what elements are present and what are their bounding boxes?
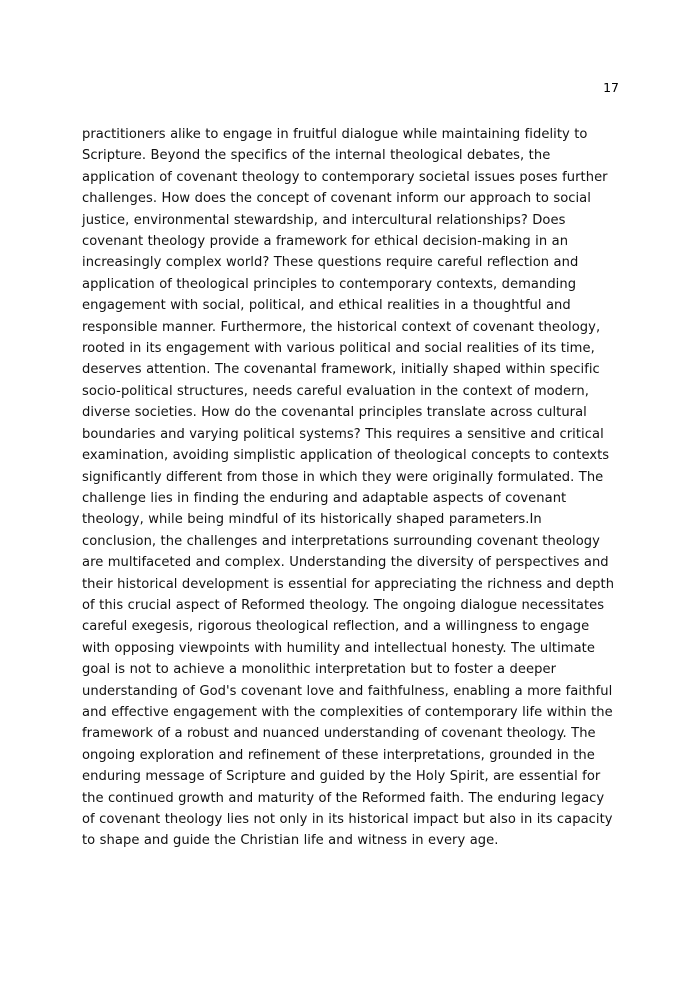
body-paragraph: practitioners alike to engage in fruitful dialogue while maintaining fidelity to Scripture. Beyond the specifics of the internal theological debates, the application of covenant theology to contemporary societal issues poses further challenges. How does the concept of covenant inform our approach to social justice, environmental stewardship, and intercultural relationships? Does covenant theology provide a framework for ethical decision-making in an increasingly complex world? These questions require careful reflection and application of theological principles to contemporary contexts, demanding engagement with social, political, and ethical realities in a thoughtful and responsible manner. Furthermore, the historical context of covenant theology, rooted in its engagement with various political and social realities of its time, deserves attention. The covenantal framework, initially shaped within specific socio-political structures, needs careful evaluation in the context of modern, diverse societies. How do the covenantal principles translate across cultural boundaries and varying political systems? This requires a sensitive and critical examination, avoiding simplistic application of theological concepts to contexts significantly different from those in which they were originally formulated. The challenge lies in finding the enduring and adaptable aspects of covenant theology, while being mindful of its historically shaped parameters.In conclusion, the challenges and interpretations surrounding covenant theology are multifaceted and complex. Understanding the diversity of perspectives and their historical development is essential for appreciating the richness and depth of this crucial aspect of Reformed theology. The ongoing dialogue necessitates careful exegesis, rigorous theological reflection, and a willingness to engage with opposing viewpoints with humility and intellectual honesty. The ultimate goal is not to achieve a monolithic interpretation but to foster a deeper understanding of God's covenant love and faithfulness, enabling a more faithful and effective engagement with the complexities of contemporary life within the framework of a robust and nuanced understanding of covenant theology. The ongoing exploration and refinement of these interpretations, grounded in the enduring message of Scripture and guided by the Holy Spirit, are essential for the continued growth and maturity of the Reformed faith. The enduring legacy of covenant theology lies not only in its historical impact but also in its capacity to shape and guide the Christian life and witness in every age. — [82, 127, 619, 849]
page-number: 17 — [603, 80, 619, 95]
